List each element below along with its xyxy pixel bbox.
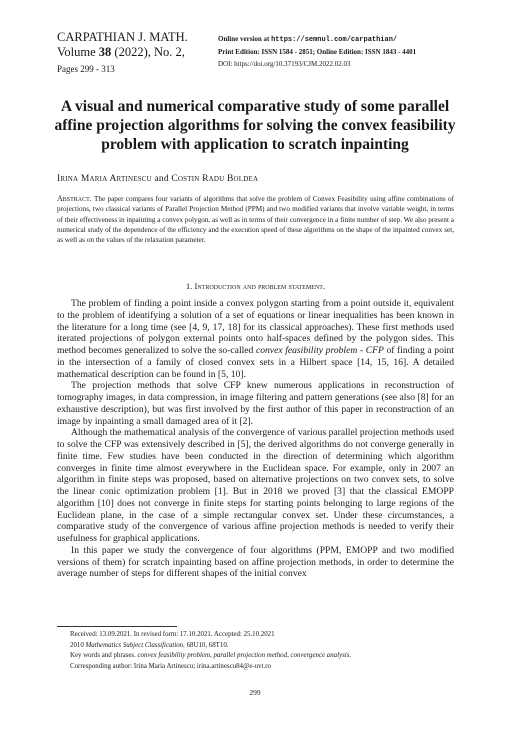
abstract-text: The paper compares four variants of algorithms that solve the problem of Convex Feasibility using affine combinations of projections, two classical variants of Parallel Projection Method (PPM) and two modified variants that involve variable weight, in terms of their effectiveness in inpainting a convex polygon, as well as in terms of their convergence in a finite number of step. We also present a numerical study of the dependence of the efficiency and the execution speed of these algorithms on the shape of the inpainted convex set, as well as on the values of the relaxation parameter. (57, 195, 454, 245)
volume-line: Volume 38 (2022), No. 2, (57, 45, 185, 59)
journal-header (57, 30, 207, 76)
keywords: Key words and phrases. convex feasibility problem, parallel projection method, convergence analysis. (70, 652, 352, 659)
author-name: Costin Radu Boldea (171, 174, 259, 184)
body-text (57, 298, 454, 580)
doi-line[interactable]: DOI: https://doi.org/10.37193/CJM.2022.02.03 (218, 60, 351, 68)
online-version-line: Online version at https://semnul.com/carpathian/ (218, 35, 398, 44)
footnote-rule (57, 626, 177, 627)
paragraph: In this paper we study the convergence of four algorithms (PPM, EMOPP and two modified versions of them) for scratch inpainting based on affine projection methods, in order to determine the average number of steps for different shapes of the initial convex (57, 544, 454, 580)
paragraph: The projection methods that solve CFP knew numerous applications in reconstruction of tomography images, in data compression, in image filtering and pattern generations (see also [8] for an exhaustive description), but was first involved by the first author of this paper in reconstruction of an image by inpainting a small damaged area of it [2]. (57, 380, 454, 427)
paragraph: Although the mathematical analysis of the convergence of various parallel projection methods used to solve the CFP was extensively described in [5], the derived algorithms do not converge generally in finite time. Few studies have been conducted in the direction of determining which algorithm converges in finite time almost everywhere in the Euclidean space. For example, only in 2007 an algorithm in finite steps was proposed, based on alternative projections on two convex sets, to solve the linear conic optimization problem [1]. But in 2018 we proved [3] that the classical EMOPP algorithm [10] does not converge in finite steps for starting points belonging to large regions of the Euclidean plane, in the case of a simple rectangular convex set. Under these circumstances, a comparative study of the convergence of various affine projection methods is needed to verify their usefulness for graphical applications. (57, 427, 454, 544)
author-line: Irina Maria Artinescu and Costin Radu Boldea (57, 174, 259, 184)
page-range: Pages 299 - 313 (57, 64, 115, 74)
paragraph: The problem of finding a point inside a convex polygon starting from a point outside it, equivalent to the problem of identifying a solution of a set of equations or linear inequalities has been known in the literature for a long time (see [4, 9, 17, 18] for its classical approaches). These first methods used iterated projections of polygon external points onto half-spaces defined by the polygon sides. This method becomes generalized to solve the so-called convex feasibility problem - CFP of finding a point in the intersection of a family of closed convex sets in a Hilbert space [14, 15, 16]. A detailed mathematical description can be found in [5, 10]. (57, 298, 454, 380)
journal-name: CARPATHIAN J. MATH. (57, 30, 188, 44)
publication-info (218, 33, 468, 70)
page-number: 299 (249, 688, 261, 697)
msc-classification: 2010 Mathematics Subject Classification. 68U10, 68T10. (70, 641, 229, 649)
corresponding-author: Corresponding author: Irina Maria Artinescu; irina.artinescu84@e-uvt.ro (70, 662, 271, 670)
received-dates: Received: 13.09.2021. In revised form: 17.10.2021. Accepted: 25.10.2021 (70, 631, 275, 638)
online-url-link[interactable]: https://semnul.com/carpathian/ (271, 36, 398, 44)
footnotes (70, 630, 460, 672)
author-name: Irina Maria Artinescu (57, 174, 152, 184)
section-heading: 1. Introduction and problem statement. (185, 281, 326, 291)
abstract-label: Abstract. (57, 194, 92, 203)
volume-number: 38 (98, 45, 112, 59)
emphasized-term: convex feasibility problem - CFP (255, 345, 384, 356)
paper-title: A visual and numerical comparative study of some parallel affine projection algorithms for solving the convex feasibility problem with application to scratch inpainting (54, 98, 456, 153)
abstract (57, 194, 454, 245)
issn-line: Print Edition: ISSN 1584 - 2851; Online Edition: ISSN 1843 - 4401 (218, 48, 417, 56)
